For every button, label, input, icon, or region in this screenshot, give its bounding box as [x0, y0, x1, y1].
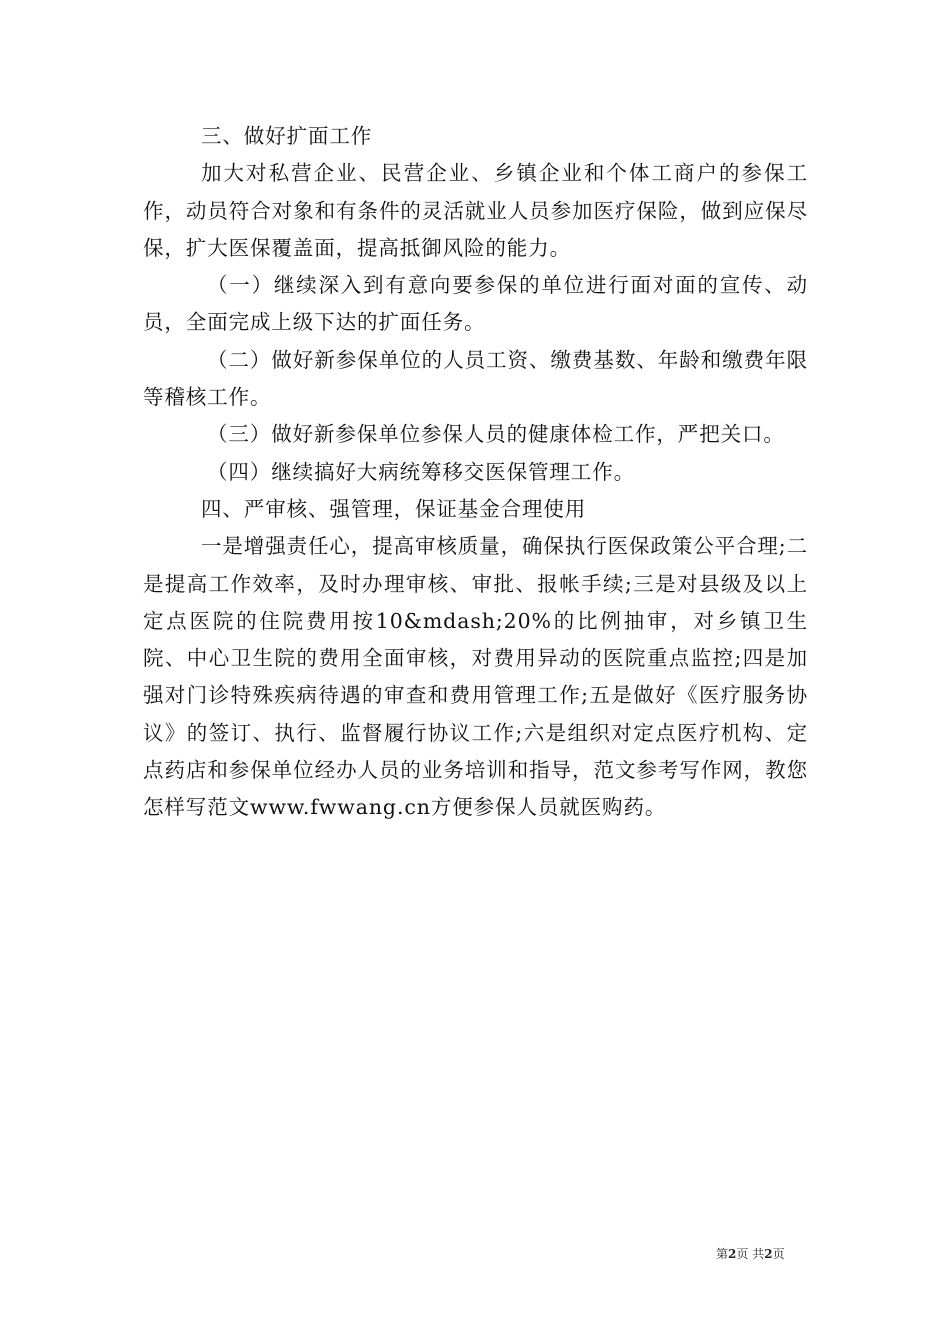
footer-prefix: 第: [716, 1247, 729, 1261]
document-body: [143, 118, 808, 827]
paragraph-audit-management: 一是增强责任心，提高审核质量，确保执行医保政策公平合理;二是提高工作效率，及时办理审核、审批、报帐手续;三是对县级及以上定点医院的住院费用按10&mdash;20%的比例抽审，对乡镇卫生院、中心卫生院的费用全面审核，对费用异动的医院重点监控;四是加强对门诊特殊疾病待遇的审查和费用管理工作;五是做好《医疗服务协议》的签订、执行、监督履行协议工作;六是组织对定点医疗机构、定点药店和参保单位经办人员的业务培训和指导，范文参考写作网，教您怎样写范文www.fwwang.cn方便参保人员就医购药。: [143, 534, 809, 820]
list-item-3: （三）做好新参保单位参保人员的健康体检工作，严把关口。: [207, 422, 785, 447]
footer-suffix: 页: [772, 1247, 785, 1261]
list-item-4: （四）继续搞好大病统筹移交医保管理工作。: [207, 459, 635, 484]
section-heading-audit-management: 四、严审核、强管理，保证基金合理使用: [201, 496, 587, 521]
list-item-2: （二）做好新参保单位的人员工资、缴费基数、年龄和缴费年限等稽核工作。: [143, 347, 808, 410]
current-page-number: 2: [728, 1247, 737, 1261]
page-footer: [716, 1247, 785, 1261]
footer-middle: 页 共: [736, 1247, 765, 1261]
list-item-1: （一）继续深入到有意向要参保的单位进行面对面的宣传、动员，全面完成上级下达的扩面任务。: [143, 273, 808, 335]
paragraph-expand-coverage: 加大对私营企业、民营企业、乡镇企业和个体工商户的参保工作，动员符合对象和有条件的灵活就业人员参加医疗保险，做到应保尽保，扩大医保覆盖面，提高抵御风险的能力。: [143, 161, 808, 260]
section-heading-expand-coverage: 三、做好扩面工作: [201, 124, 373, 148]
total-page-number: 2: [764, 1247, 773, 1261]
